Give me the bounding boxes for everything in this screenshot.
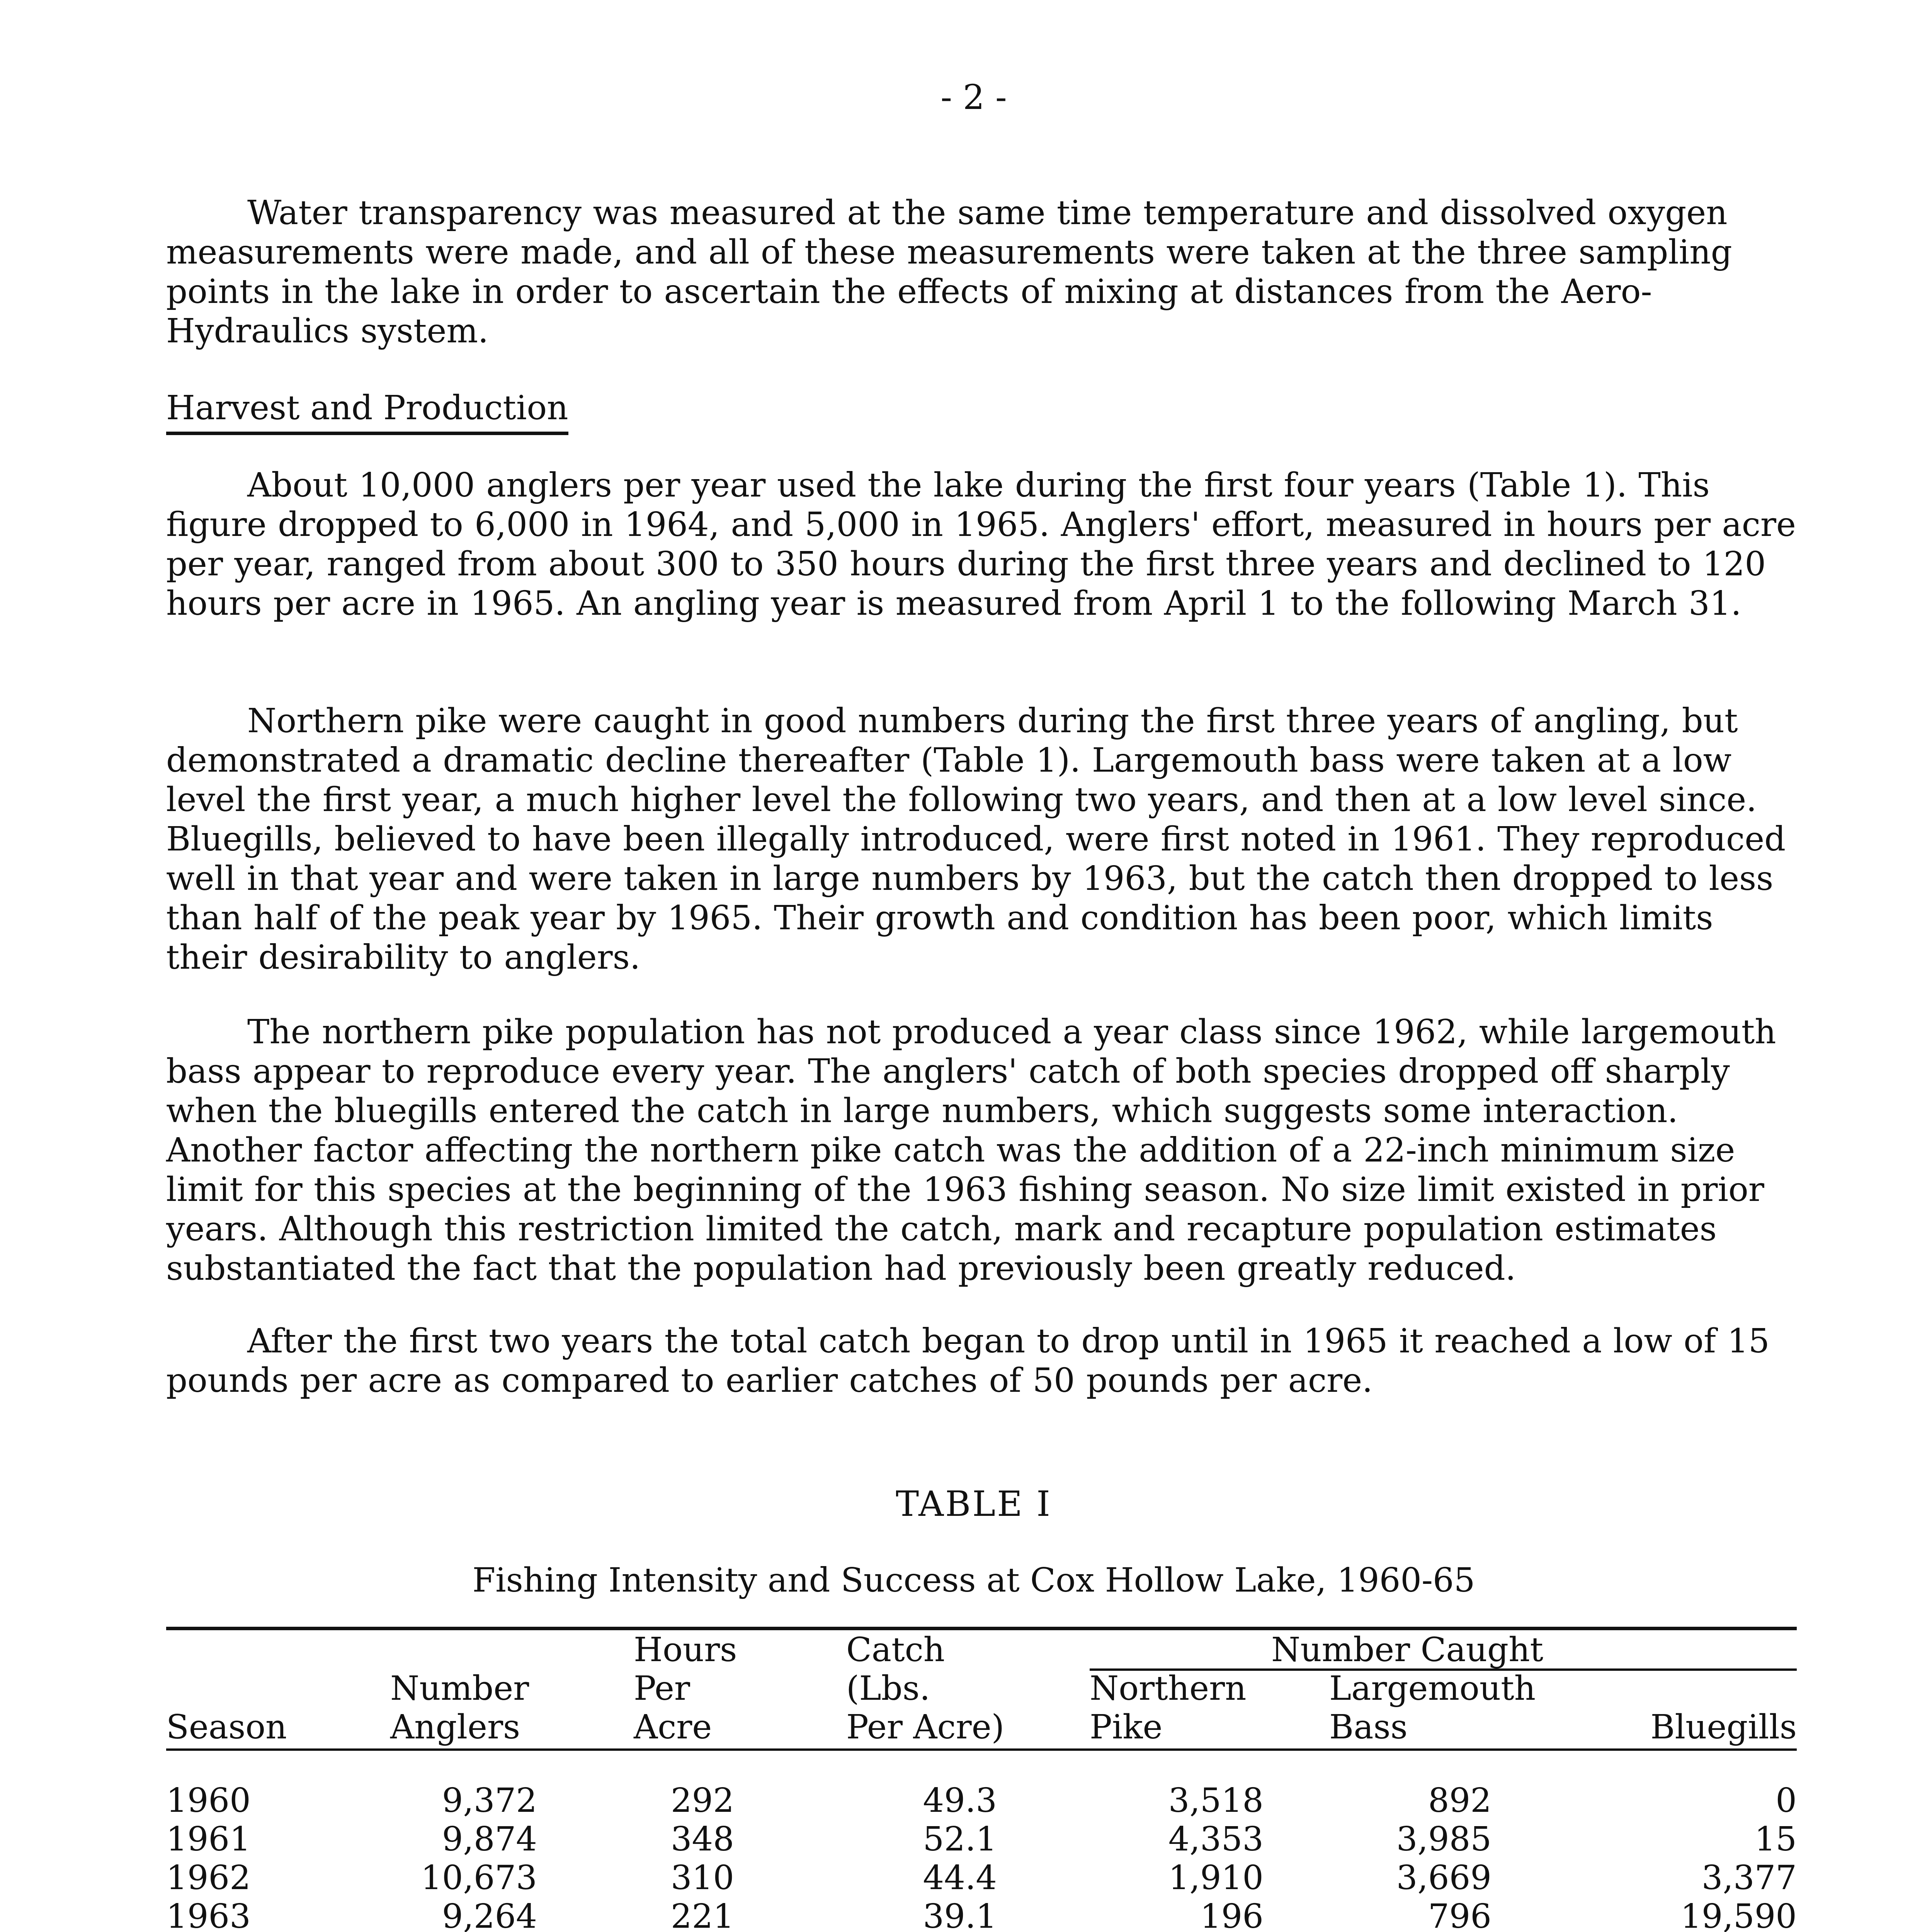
cell-catch: 39.1 bbox=[923, 1897, 997, 1932]
table-row bbox=[166, 1820, 1797, 1859]
section-heading: Harvest and Production bbox=[166, 388, 568, 435]
cell-bluegills: 3,377 bbox=[1701, 1859, 1797, 1897]
cell-anglers: 9,874 bbox=[442, 1820, 537, 1859]
header-number-caught: Number Caught bbox=[1271, 1631, 1544, 1669]
table-row bbox=[166, 1897, 1797, 1932]
cell-hours: 221 bbox=[670, 1897, 734, 1932]
cell-pike: 1,910 bbox=[1168, 1859, 1264, 1897]
cell-anglers: 9,372 bbox=[442, 1781, 537, 1820]
table-header-rule bbox=[166, 1748, 1797, 1751]
header-lbs: (Lbs. bbox=[846, 1669, 930, 1708]
page-number: - 2 - bbox=[940, 77, 1007, 117]
cell-bass: 3,669 bbox=[1396, 1859, 1492, 1897]
cell-bass: 3,985 bbox=[1396, 1820, 1492, 1859]
cell-bluegills: 15 bbox=[1754, 1820, 1797, 1859]
header-per-acre: Per Acre) bbox=[846, 1708, 1005, 1747]
cell-hours: 310 bbox=[670, 1859, 734, 1897]
header-largemouth: Largemouth bbox=[1329, 1669, 1536, 1708]
table-title: TABLE I bbox=[896, 1484, 1052, 1524]
cell-anglers: 9,264 bbox=[442, 1897, 537, 1932]
header-acre: Acre bbox=[634, 1708, 712, 1747]
cell-bluegills: 19,590 bbox=[1680, 1897, 1797, 1932]
cell-bluegills: 0 bbox=[1776, 1781, 1797, 1820]
cell-catch: 44.4 bbox=[923, 1859, 997, 1897]
table-top-rule bbox=[166, 1627, 1797, 1630]
cell-pike: 4,353 bbox=[1168, 1820, 1264, 1859]
paragraph-anglers: About 10,000 anglers per year used the lake during the first four years (Table 1). This figure dropped to 6,000 in 1964, and 5,000 in 1965. Anglers' effort, measured in hours per acre per year, ranged from about 300 to 350 hours during the first three years and declined to 120 hours per acre in 1965. An angling year is measured from April 1 to the following March 31. bbox=[166, 466, 1796, 623]
header-number: Number bbox=[390, 1669, 529, 1708]
cell-pike: 3,518 bbox=[1168, 1781, 1264, 1820]
header-per: Per bbox=[634, 1669, 690, 1708]
header-pike: Pike bbox=[1090, 1708, 1163, 1747]
header-bass: Bass bbox=[1329, 1708, 1408, 1747]
cell-catch: 52.1 bbox=[923, 1820, 997, 1859]
cell-season: 1960 bbox=[166, 1781, 251, 1820]
cell-bass: 892 bbox=[1428, 1781, 1492, 1820]
cell-season: 1963 bbox=[166, 1897, 251, 1932]
cell-season: 1962 bbox=[166, 1859, 251, 1897]
paragraph-water-transparency: Water transparency was measured at the same time temperature and dissolved oxygen measurements were made, and all of these measurements were taken at the three sampling points in the lake in order to ascertain the effects of mixing at distances from the Aero-Hydraulics system. bbox=[166, 194, 1732, 350]
paragraph-total-catch: After the first two years the total catch began to drop until in 1965 it reached a low of 15 pounds per acre as compared to earlier catches of 50 pounds per acre. bbox=[166, 1322, 1770, 1400]
cell-anglers: 10,673 bbox=[421, 1859, 537, 1897]
cell-bass: 796 bbox=[1428, 1897, 1492, 1932]
header-season: Season bbox=[166, 1708, 287, 1747]
table-row bbox=[166, 1859, 1797, 1897]
cell-catch: 49.3 bbox=[923, 1781, 997, 1820]
cell-pike: 196 bbox=[1200, 1897, 1264, 1932]
header-catch: Catch bbox=[846, 1631, 945, 1669]
paragraph-population: The northern pike population has not produced a year class since 1962, while largemouth bass appear to reproduce every year. The anglers' catch of both species dropped off sharply when the bluegills entered the catch in large numbers, which suggests some interaction. Another factor affecting the northern pike catch was the addition of a 22-inch minimum size limit for this species at the beginning of the 1963 fishing season. No size limit existed in prior years. Although this restriction limited the catch, mark and recapture population estimates substantiated the fact that the population had previously been greatly reduced. bbox=[166, 1013, 1776, 1288]
table-row bbox=[166, 1781, 1797, 1820]
cell-hours: 348 bbox=[670, 1820, 734, 1859]
catch-table bbox=[166, 1781, 1797, 1932]
header-anglers: Anglers bbox=[390, 1708, 520, 1747]
paragraph-northern-pike: Northern pike were caught in good numbers during the first three years of angling, but demonstrated a dramatic decline thereafter (Table 1). Largemouth bass were taken at a low level the first year, a much higher level the following two years, and then at a low level since. Bluegills, believed to have been illegally introduced, were first noted in 1961. They reproduced well in that year and were taken in large numbers by 1963, but the catch then dropped to less than half of the peak year by 1965. Their growth and condition has been poor, which limits their desirability to anglers. bbox=[166, 702, 1786, 977]
header-hours: Hours bbox=[634, 1631, 737, 1669]
table-subtitle: Fishing Intensity and Success at Cox Hollow Lake, 1960-65 bbox=[472, 1561, 1475, 1600]
cell-season: 1961 bbox=[166, 1820, 251, 1859]
header-northern: Northern bbox=[1090, 1669, 1247, 1708]
header-bluegills: Bluegills bbox=[1650, 1708, 1797, 1747]
cell-hours: 292 bbox=[670, 1781, 734, 1820]
